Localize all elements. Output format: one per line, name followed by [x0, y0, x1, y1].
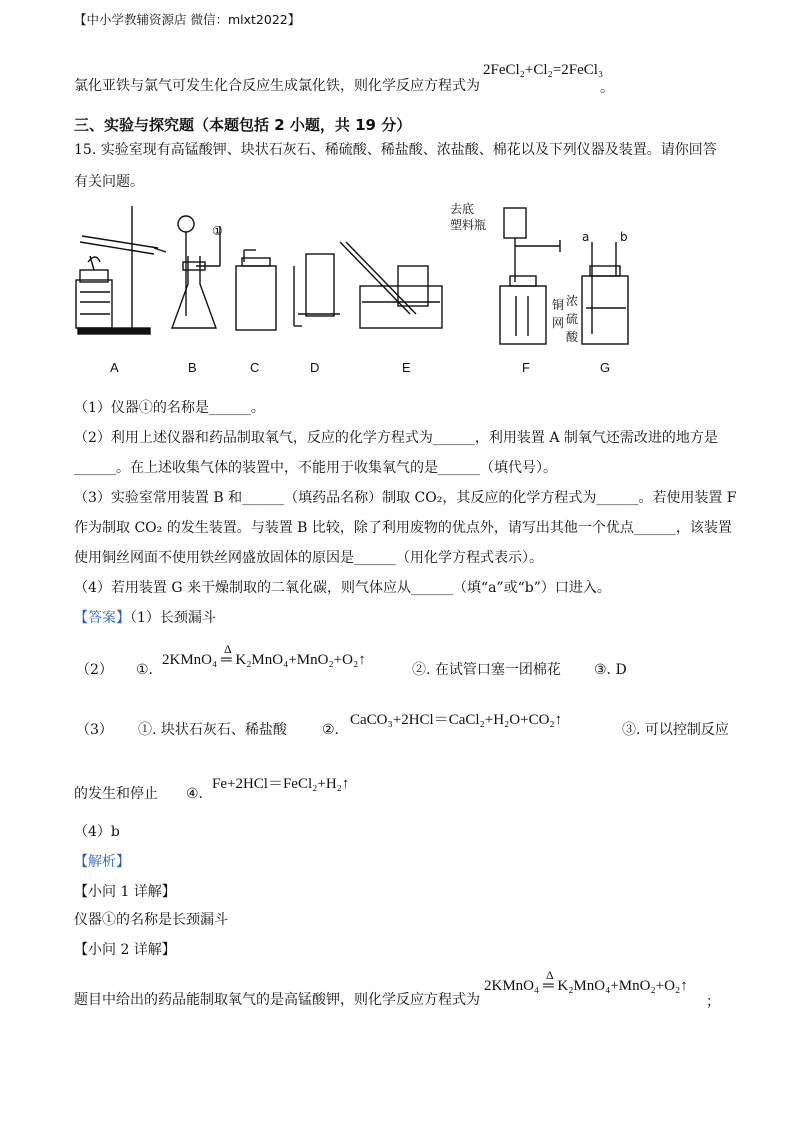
answer-2-part3: ③. D: [594, 662, 627, 678]
question-2-line2: ______。在上述收集气体的装置中，不能用于收集氧气的是______（填代号）。: [74, 460, 557, 476]
answer-1: （1）长颈漏斗: [130, 610, 216, 626]
answer-2-num: （2）: [76, 662, 113, 678]
intro-line: 氯化亚铁与氯气可发生化合反应生成氯化铁，则化学反应方程式为: [74, 78, 480, 94]
question-3-line3: 使用铜丝网面不使用铁丝网盛放固体的原因是______（用化学方程式表示）。: [74, 550, 543, 566]
apparatus-drawing: [70, 196, 650, 382]
analysis-sub1: 【小问 1 详解】: [74, 884, 176, 900]
question-2-line1: （2）利用上述仪器和药品制取氧气，反应的化学方程式为______，利用装置 A 制氧气还需改进的地方是: [74, 430, 718, 446]
g-side-nong: 浓: [566, 294, 579, 308]
g-side-liu: 硫: [566, 312, 579, 326]
figure-label-c: C: [250, 360, 260, 375]
analysis-sub2-text: 题目中给出的药品能制取氧气的是高锰酸钾，则化学反应方程式为: [74, 992, 480, 1008]
f-side-tong: 铜: [552, 298, 565, 312]
intro-equation: 2FeCl₂+Cl₂=2FeCl₃: [483, 62, 604, 78]
f-label-bottle: 塑料瓶: [450, 218, 487, 232]
answer-3-part2: ②.: [322, 722, 340, 738]
f-label-qudi: 去底: [450, 202, 475, 216]
answer-2-delta: Δ: [224, 642, 232, 656]
question-3-line1: （3）实验室常用装置 B 和______（填药品名称）制取 CO₂，其反应的化学方程式为______。若使用装置 F: [74, 490, 737, 506]
analysis-sub2-end: ；: [706, 994, 720, 1010]
funnel-marker: ①: [212, 224, 223, 238]
answer-3-line2: 的发生和停止: [74, 786, 158, 802]
answer-2-part1: ①.: [136, 662, 154, 678]
g-side-suan: 酸: [566, 330, 579, 344]
analysis-sub2: 【小问 2 详解】: [74, 942, 176, 958]
analysis-tag: 【解析】: [74, 854, 130, 870]
question-4: （4）若用装置 G 来干燥制取的二氧化碳，则气体应从______（填“a”或“b”）口进入。: [74, 580, 611, 596]
analysis-sub2-delta: Δ: [546, 968, 554, 982]
apparatus-figure: [70, 196, 650, 382]
answer-3-equation: CaCO₃+2HCl＝CaCl₂+H₂O+CO₂↑: [350, 712, 563, 728]
answer-2-part2: ②. 在试管口塞一团棉花: [412, 662, 561, 678]
answer-3-part1: ①. 块状石灰石、稀盐酸: [138, 722, 287, 738]
figure-label-a: A: [110, 360, 119, 375]
analysis-sub1-text: 仪器①的名称是长颈漏斗: [74, 912, 228, 928]
answer-4: （4）b: [74, 824, 120, 840]
figure-label-b: B: [188, 360, 197, 375]
analysis-sub2-equation: [484, 968, 688, 995]
answer-2-equation: [162, 642, 366, 669]
answer-2-equation-text: 2KMnO₄ ═ K₂MnO₄+MnO₂+O₂↑: [162, 652, 366, 668]
analysis-sub2-equation-text: 2KMnO₄ ═ K₂MnO₄+MnO₂+O₂↑: [484, 978, 688, 994]
figure-label-d: D: [310, 360, 320, 375]
g-port-b: b: [620, 230, 628, 244]
g-port-a: a: [582, 230, 590, 244]
answer-tag: 【答案】: [74, 610, 130, 626]
section-title: 三、实验与探究题（本题包括 2 小题，共 19 分）: [74, 116, 412, 134]
q15-line2: 有关问题。: [74, 174, 144, 190]
answer-3-num: （3）: [76, 722, 113, 738]
figure-label-e: E: [402, 360, 411, 375]
q15-line1: 15. 实验室现有高锰酸钾、块状石灰石、稀硫酸、稀盐酸、浓盐酸、棉花以及下列仪器及装置。请你回答: [74, 142, 717, 158]
figure-label-f: F: [522, 360, 530, 375]
answer-3-part4: ④.: [186, 786, 204, 802]
header-text: 【中小学教辅资源店 微信：mlxt2022】: [74, 12, 301, 27]
question-3-line2: 作为制取 CO₂ 的发生装置。与装置 B 比较，除了利用废物的优点外，请写出其他一个优点______，该装置: [74, 520, 732, 536]
question-1: （1）仪器①的名称是______。: [74, 400, 265, 416]
figure-label-g: G: [600, 360, 611, 375]
answer-3-equation2: Fe+2HCl＝FeCl₂+H₂↑: [212, 776, 350, 792]
intro-end: 。: [600, 80, 614, 96]
f-side-wang: 网: [552, 316, 565, 330]
answer-3-part3: ③. 可以控制反应: [622, 722, 729, 738]
